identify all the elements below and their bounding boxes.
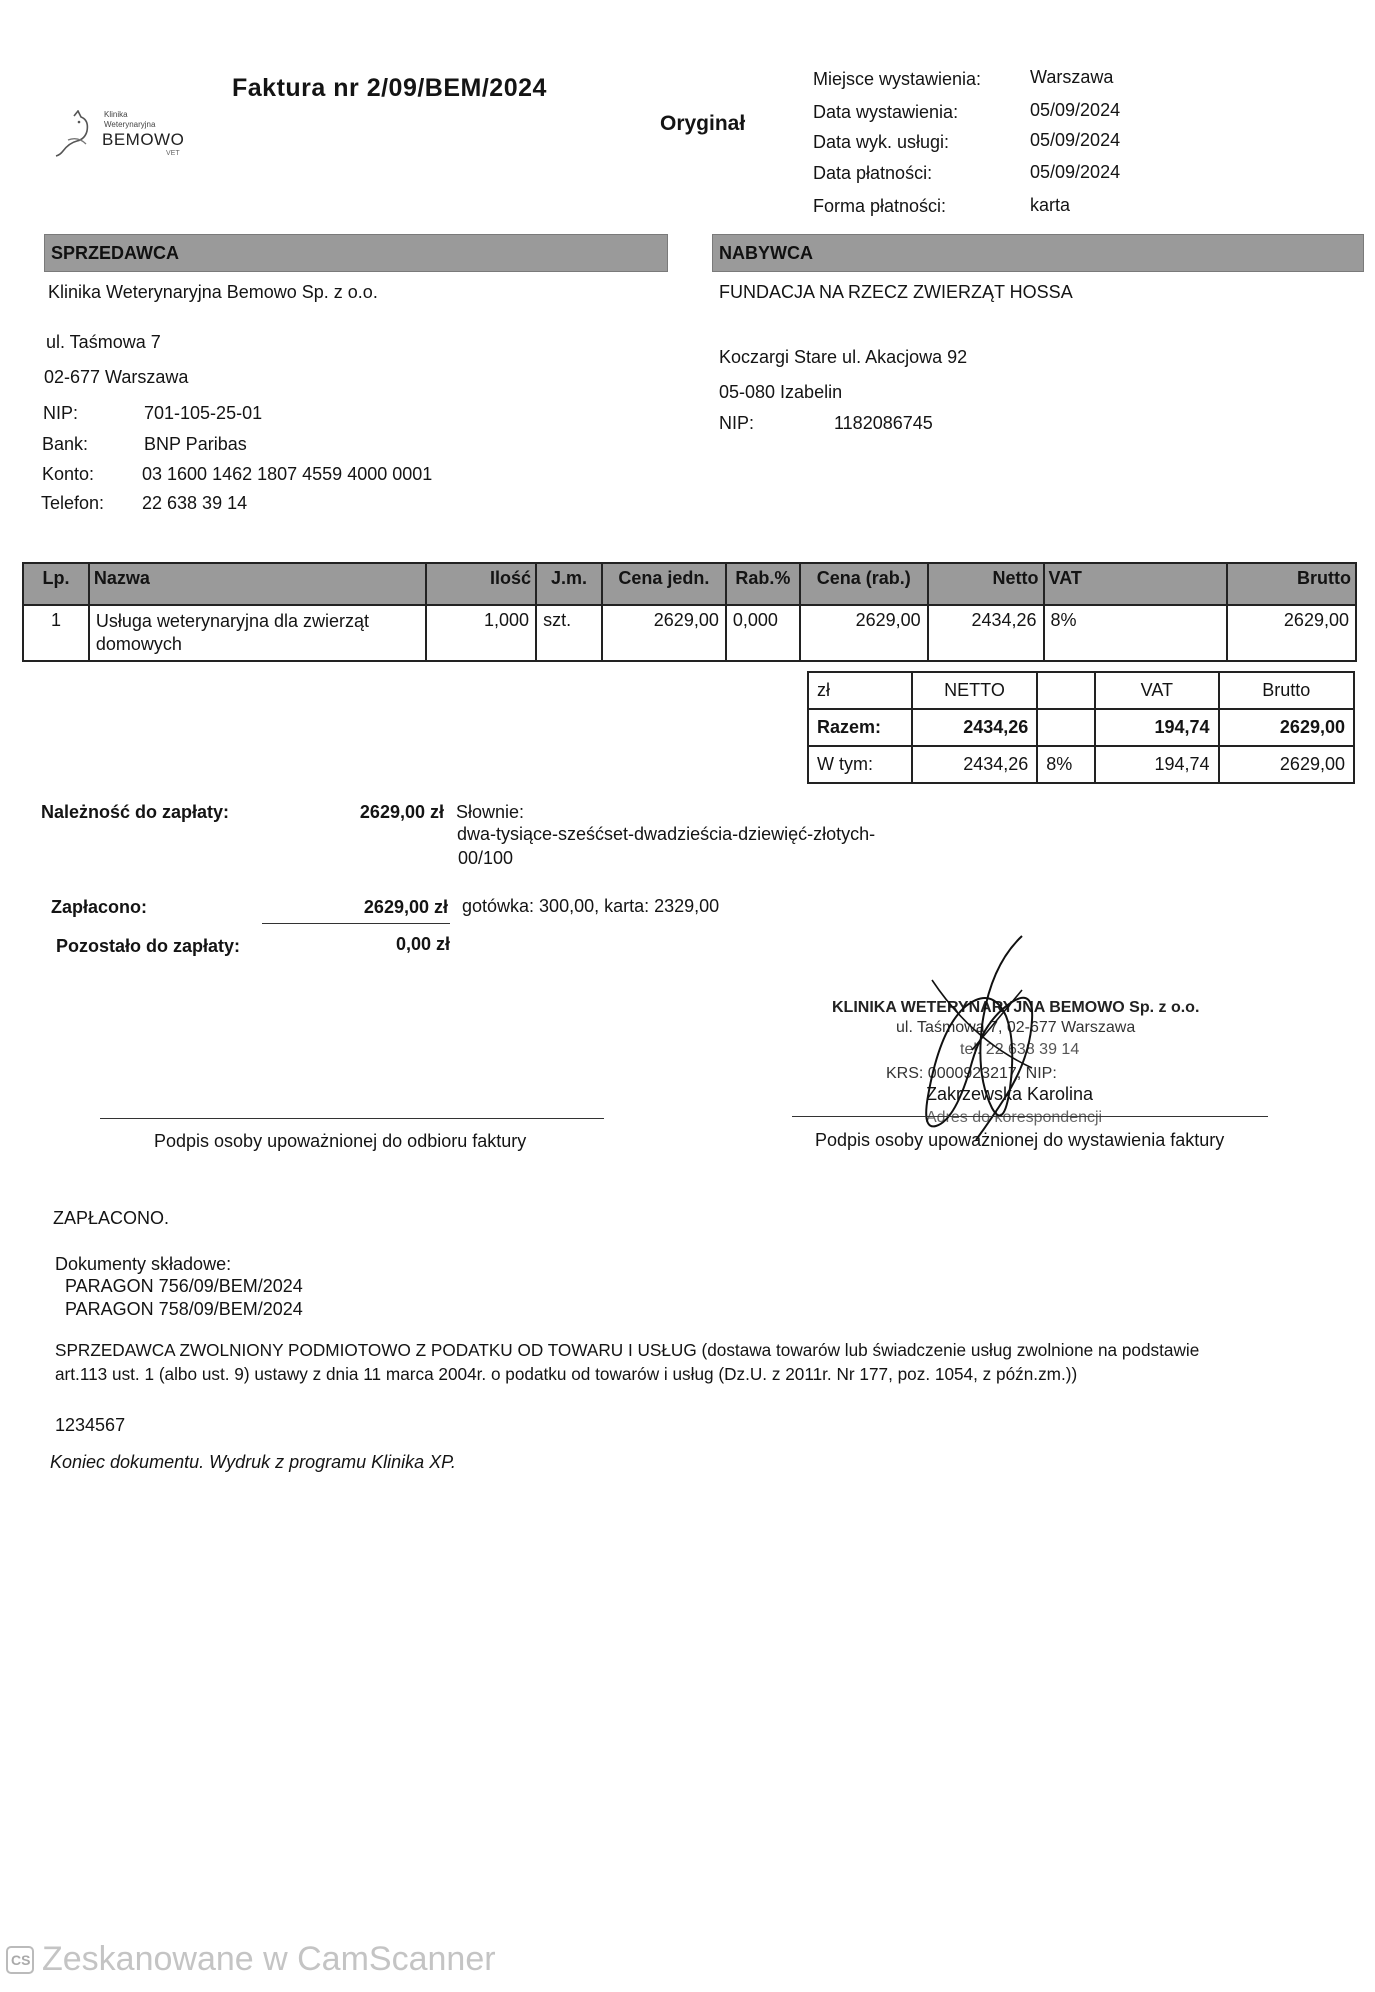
row-lp: 1 <box>23 605 89 661</box>
sum-ofwhich-vat: 194,74 <box>1095 746 1218 783</box>
invoice-title: Faktura nr 2/09/BEM/2024 <box>232 74 547 102</box>
sum-total-rate <box>1037 709 1095 746</box>
col-lp: Lp. <box>23 563 89 605</box>
paid-detail: gotówka: 300,00, karta: 2329,00 <box>462 896 720 916</box>
sum-ofwhich-gross: 2629,00 <box>1219 746 1354 783</box>
clinic-logo <box>54 108 194 164</box>
seller-name: Klinika Weterynaryjna Bemowo Sp. z o.o. <box>48 282 378 302</box>
col-unit-price: Cena jedn. <box>602 563 726 605</box>
meta-payment-date-value: 05/09/2024 <box>1030 162 1121 182</box>
code-number: 1234567 <box>55 1415 126 1435</box>
receiver-signature-line <box>100 1118 604 1119</box>
sum-total-vat: 194,74 <box>1095 709 1218 746</box>
due-value: 2629,00 zł <box>359 802 444 822</box>
col-unit: J.m. <box>536 563 602 605</box>
sum-ofwhich-rate: 8% <box>1037 746 1095 783</box>
buyer-nip-label: NIP: <box>719 413 755 433</box>
seller-nip-value: 701-105-25-01 <box>144 403 263 423</box>
seller-account-label: Konto: <box>42 464 95 484</box>
due-label: Należność do zapłaty: <box>41 802 230 822</box>
buyer-city: 05-080 Izabelin <box>719 382 843 402</box>
seller-nip-label: NIP: <box>43 403 79 423</box>
camscanner-badge <box>6 1946 34 1974</box>
stamp-line3: tel. 22 638 39 14 <box>960 1041 1080 1058</box>
paid-value: 2629,00 zł <box>363 897 448 917</box>
buyer-nip-value: 1182086745 <box>834 413 933 433</box>
issuer-signature-label: Podpis osoby upoważnionej do wystawienia faktury <box>815 1130 1225 1150</box>
meta-service-label: Data wyk. usługi: <box>813 132 950 152</box>
issuer-signature-line <box>792 1116 1268 1117</box>
col-net: Netto <box>928 563 1044 605</box>
meta-place-value: Warszawa <box>1030 67 1114 87</box>
logo-line4: VET <box>166 150 180 157</box>
row-unit-price: 2629,00 <box>602 605 726 661</box>
sum-total-gross: 2629,00 <box>1219 709 1354 746</box>
sum-h-rate <box>1037 672 1095 709</box>
sum-ofwhich-net: 2434,26 <box>912 746 1038 783</box>
doc-2: PARAGON 758/09/BEM/2024 <box>65 1299 303 1319</box>
vat-exempt-line2: art.113 ust. 1 (albo ust. 9) ustawy z dnia 11 marca 2004r. o podatku od towarów i usług (Dz.U. z 2011r. Nr 177, poz. 1054, z późn.zm.)) <box>55 1364 1078 1384</box>
sum-h-currency: zł <box>808 672 912 709</box>
col-gross: Brutto <box>1227 563 1356 605</box>
col-discount: Rab.% <box>726 563 800 605</box>
words-line1: dwa-tysiące-sześćset-dwadzieścia-dziewięć-złotych- <box>457 824 876 844</box>
logo-line1: Klinika <box>104 110 128 119</box>
logo-line2: Weterynaryjna <box>104 120 156 129</box>
row-qty: 1,000 <box>426 605 536 661</box>
sum-total-net: 2434,26 <box>912 709 1038 746</box>
paid-label: Zapłacono: <box>51 897 148 917</box>
seller-phone-label: Telefon: <box>41 493 105 513</box>
original-label: Oryginał <box>660 112 746 135</box>
sum-total-label: Razem: <box>808 709 912 746</box>
paid-note: ZAPŁACONO. <box>53 1208 170 1228</box>
buyer-street: Koczargi Stare ul. Akacjowa 92 <box>719 347 968 367</box>
meta-service-value: 05/09/2024 <box>1030 130 1121 150</box>
buyer-header: NABYWCA <box>719 243 813 263</box>
meta-payment-date-label: Data płatności: <box>813 163 933 183</box>
words-line2: 00/100 <box>458 848 514 868</box>
words-label: Słownie: <box>456 802 525 822</box>
stamp-line6: Adres do korespondencji <box>926 1109 1103 1126</box>
buyer-header-bar <box>712 234 1364 272</box>
stamp-line1: KLINIKA WETERYNARYJNA BEMOWO Sp. z o.o. <box>832 999 1200 1016</box>
col-vat: VAT <box>1044 563 1228 605</box>
camscanner-watermark: Zeskanowane w CamScanner <box>42 1940 496 1978</box>
row-net: 2434,26 <box>928 605 1044 661</box>
remaining-label: Pozostało do zapłaty: <box>56 936 241 956</box>
summary-total-row <box>808 709 1354 746</box>
docs-label: Dokumenty składowe: <box>55 1254 232 1274</box>
row-gross: 2629,00 <box>1227 605 1356 661</box>
paid-underline <box>262 923 450 924</box>
end-of-document: Koniec dokumentu. Wydruk z programu Klinika XP. <box>50 1452 456 1472</box>
seller-header-bar <box>44 234 668 272</box>
sum-h-gross: Brutto <box>1219 672 1354 709</box>
signature-scribble <box>912 930 1072 1140</box>
row-unit: szt. <box>536 605 602 661</box>
meta-issue-label: Data wystawienia: <box>813 102 959 122</box>
seller-header: SPRZEDAWCA <box>51 243 180 263</box>
col-qty: Ilość <box>426 563 536 605</box>
sum-h-net: NETTO <box>912 672 1038 709</box>
stamp-line5: Zakrzewska Karolina <box>926 1084 1094 1104</box>
vat-exempt-line1: SPRZEDAWCA ZWOLNIONY PODMIOTOWO Z PODATKU OD TOWARU I USŁUG (dostawa towarów lub świadczenie usług zwolnione na podstawie <box>55 1340 1200 1360</box>
seller-city: 02-677 Warszawa <box>44 367 189 387</box>
row-vat: 8% <box>1044 605 1228 661</box>
sum-h-vat: VAT <box>1095 672 1218 709</box>
logo-line3: BEMOWO <box>102 130 185 149</box>
row-discounted-price: 2629,00 <box>800 605 928 661</box>
cat-logo-icon <box>54 110 98 158</box>
row-discount: 0,000 <box>726 605 800 661</box>
receiver-signature-label: Podpis osoby upoważnionej do odbioru faktury <box>154 1131 527 1151</box>
summary-header-row <box>808 672 1354 709</box>
items-table <box>22 562 1357 662</box>
seller-account-value: 03 1600 1462 1807 4559 4000 0001 <box>142 464 433 484</box>
items-header-row <box>23 563 1356 605</box>
col-discounted-price: Cena (rab.) <box>800 563 928 605</box>
stamp-line2: ul. Taśmowa 7, 02-677 Warszawa <box>896 1019 1136 1036</box>
summary-table <box>807 671 1355 784</box>
summary-of-which-row <box>808 746 1354 783</box>
sum-ofwhich-label: W tym: <box>808 746 912 783</box>
seller-street: ul. Taśmowa 7 <box>46 332 161 352</box>
stamp-line4: KRS: 0000923217, NIP: <box>886 1065 1057 1082</box>
remaining-value: 0,00 zł <box>395 934 450 954</box>
seller-bank-value: BNP Paribas <box>144 434 247 454</box>
meta-payment-form-value: karta <box>1030 195 1071 215</box>
col-name: Nazwa <box>89 563 426 605</box>
meta-place-label: Miejsce wystawienia: <box>813 69 982 89</box>
seller-bank-label: Bank: <box>42 434 89 454</box>
buyer-name: FUNDACJA NA RZECZ ZWIERZĄT HOSSA <box>719 282 1073 302</box>
seller-phone-value: 22 638 39 14 <box>142 493 248 513</box>
doc-1: PARAGON 756/09/BEM/2024 <box>65 1276 303 1296</box>
row-name: Usługa weterynaryjna dla zwierząt domowych <box>89 605 426 661</box>
meta-payment-form-label: Forma płatności: <box>813 196 947 216</box>
meta-issue-value: 05/09/2024 <box>1030 100 1121 120</box>
table-row <box>23 605 1356 661</box>
camscanner-badge-text: CS <box>11 1952 31 1968</box>
